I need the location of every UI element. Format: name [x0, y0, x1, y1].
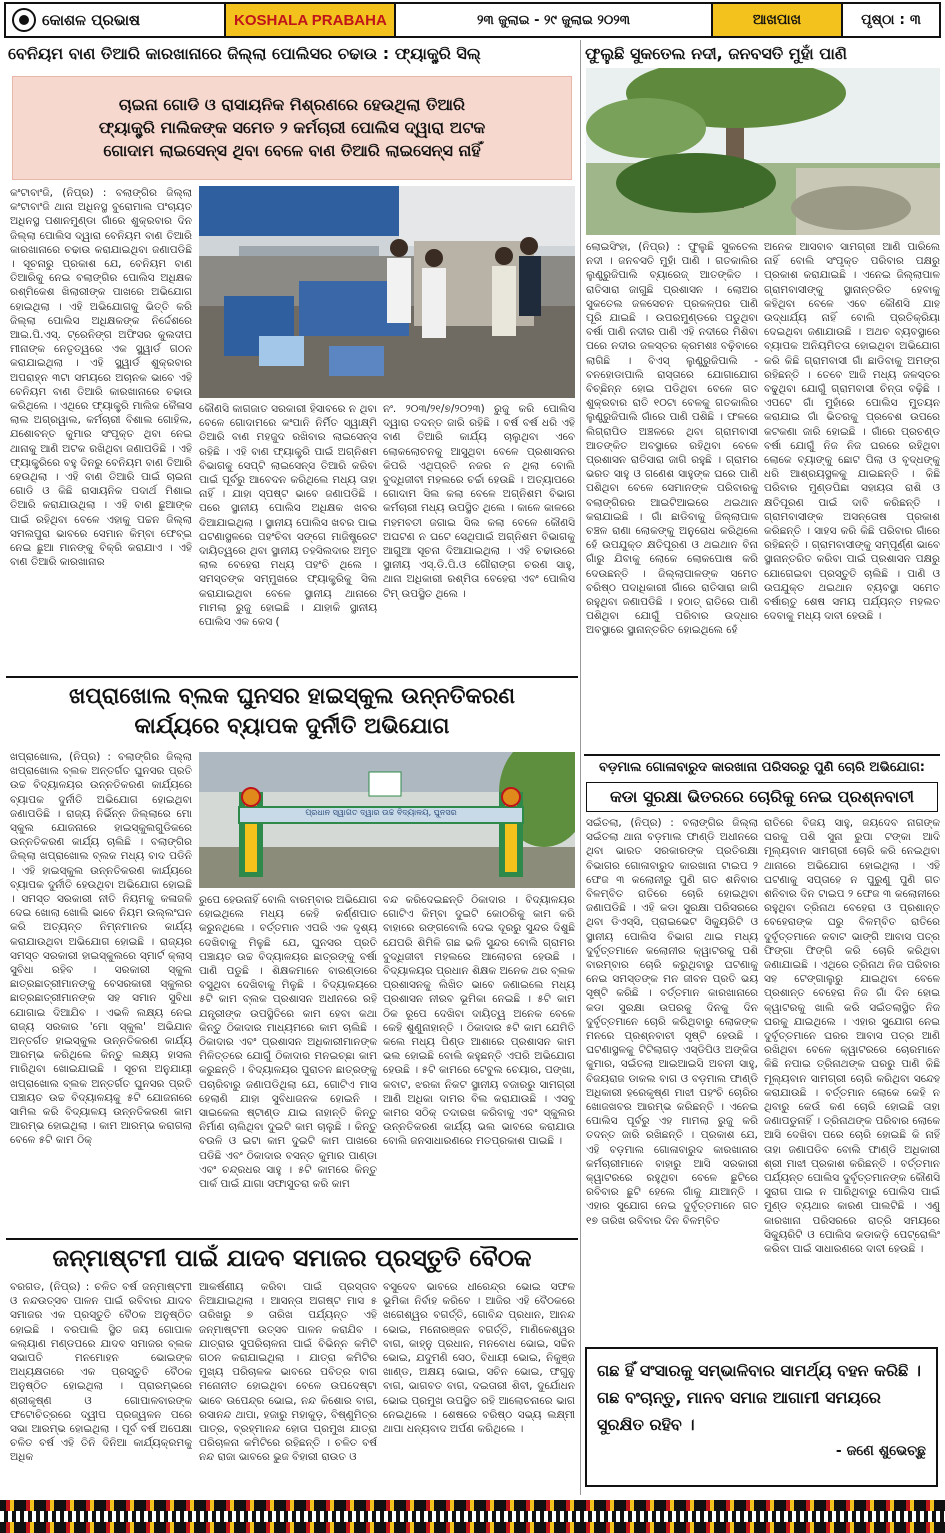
- logo-emblem-icon: [12, 8, 36, 32]
- quote-text: ଗଛ ହିଁ ସଂସାରକୁ ସମ୍ଭାଳିବାର ସାମର୍ଥ୍ୟ ବହନ କରିଛି । ଗଛ ବଂଚାନ୍ତୁ, ମାନବ ସମାଜ ଆଗାମୀ ସମୟରେ ସୁରକ୍ଷିତ ରହିବ ।: [597, 1361, 921, 1434]
- story2-text-2: ଅନେକ ଆସବାବ ସାମଗ୍ରୀ ଆଣି ପାରିଲେ ନାହିଁ ବୋଲି ସଂପୃକ୍ତ ପରିବାର ପକ୍ଷରୁ ପ୍ରକାଶ କରାଯାଇଛି । ଏନେଇ ଜିଲ୍ଲାପାଳ ଗ୍ରାମବାସୀଙ୍କୁ ସ୍ଥାନାନ୍ତରିତ ହେବାକୁ କହିଥିବା ବେଳେ ଏବେ କୌଣସି ଯାହ ଉଦ୍ଧାର୍ଯ୍ୟ ନାହିଁ ବୋଲି ପ୍ରତିକ୍ରିୟା ଦେଇଥିବା ଜଣାଯାଉଛି । ଅଥଚ ବ୍ୟବସ୍ଥାରେ ବ୍ୟାପକ ଅନିୟମିତତା ହୋଇଥିବା ଅଭିଯୋଗ କରି କିଛି ଗ୍ରାମବାସୀ ଗାଁ ଛାଡିବାକୁ ଅମଙ୍ଗ ରହିଛନ୍ତି । ତେବେ ଆଜି ମଧ୍ୟ ଜଳସ୍ତର ବଢୁଥିବା ଯୋଗୁଁ ଗ୍ରାମବାସୀ ଚିନ୍ତା ବଢ଼ିଛି । ଏପଟେ ଗାଁ ମୁହାଁରେ ପୋଲିସ ମୁତୟନ କରାଯାଇ ଗାଁ ଭିତରକୁ ପ୍ରବେଶ ଉପରେ କଟକଣା ଜାରି ହୋଇଛି । ଗାଁରେ ପ୍ରଚଣ୍ଡ ବର୍ଷା ଯୋଗୁଁ ନିଜ ନିଜ ଘରରେ ରହିଥିବା ଲୋକେ ବ୍ୟାଙ୍କୁ ଛୋଟ ପିଲା ଓ ବୃଦ୍ଧଙ୍କୁ ଧରି ଆଶ୍ରୟସ୍ଥଳକୁ ଯାଇଛନ୍ତି । କିଛି ପରିବାର ମୁଣ୍ଡପିଛା ସହାୟତା ରାଶି ଓ କ୍ଷତିପୂରଣ ପାଇଁ ଦାବି କରିଛନ୍ତି । ଗ୍ରାମବାସୀଙ୍କ ଅସନ୍ତୋଷ ପ୍ରକାଶ କରିଛନ୍ତି । ସାହସ କରି କିଛି ପରିବାର ଗାଁରେ ରହିଛନ୍ତି । ଗ୍ରାମବାସୀଙ୍କୁ ସମ୍ପୂର୍ଣ୍ଣ ଭାବେ ସ୍ଥାନାନ୍ତରିତ କରିବା ପାଇଁ ପ୍ରଶାସନ ପକ୍ଷରୁ ଯୋଗେଇବା ପ୍ରସ୍ତୁତି ଚାଲିଛି । ପାଣି ଓ ଉପଯୁକ୍ତ ଥଇଥାନ ବ୍ୟବସ୍ଥା ସମେତ ବର୍ଷାଋତୁ ଶେଷ ସମୟ ପର୍ଯ୍ୟନ୍ତ ମହଲତ ଦେବାକୁ ମଧ୍ୟ ଦାବୀ ହେଉଛି ।: [764, 241, 940, 623]
- story1-column-3: [383, 402, 575, 671]
- story1-column-1: [10, 186, 192, 671]
- story3-column-2: [199, 893, 377, 1235]
- story4-column-1: [10, 1280, 192, 1495]
- divider-rule: [6, 1238, 578, 1240]
- story3-headline-2: କାର୍ଯ୍ୟରେ ବ୍ୟାପକ ଦୁର୍ନୀତି ଅଭିଯୋଗ: [134, 714, 450, 739]
- story3-text-3: ବନ୍ଦ କରିଦେଇଛନ୍ତି ଠିକାଦାର । ବିଦ୍ୟାଳୟର ଗୋଟିଏ କିମ୍ବା ଦୁଇଟି କୋଠରିକୁ କାମ କରି ବାହାରେ ରଙ୍ଗବୋଲି ଦେଇ ଦୂରରୁ ସୁନ୍ଦର ଦିଶୁଛି ଯେପରି ଶିମିଳି ଗଛ ଭଳି ସୁନ୍ଦର ବୋଲି ଗ୍ରାମର ବୁଦ୍ଧିଜୀବୀ ମହଲରେ ଆଲୋଚନା ହେଉଛି । ବିଦ୍ୟାଳୟର ପ୍ରଧାନ ଶିକ୍ଷକ ଅନେକ ଥର ବ୍ଲକ ପ୍ରଶାସନକୁ ଲିଖିତ ଭାବେ ଜଣାଇଲେ ମଧ୍ୟ ପ୍ରଶାସନ ନୀରବ ଭୂମିକା ନେଇଛି । ୫ଟି କାମ ଠିକ ରୂପେ ଦେଖିବା ଦାୟିତ୍ୱ ଅନେକ ବେଳେ କେହି ଶୁଣୁନାହାନ୍ତି । ଠିକାଦାର ୫ଟି କାମ ଯେମିତି କଲେ ମଧ୍ୟ ପିଣ୍ଡ ଆଶାରେ ପ୍ରଶାସନ କାମ ଭଲ ହୋଇଛି ବୋଲି କହୁଛନ୍ତି ଏପରି ଅଭିଯୋଗ ହେଉଛି । ୫ଟି କାମରେ ଟେବୁଲ ଚେୟାର, ପଙ୍ଖା, କବାଟ, ଝରକା ନିକଟ ସ୍ଥାନୀୟ ବଜାରରୁ ସାମଗ୍ରୀ ଆଣି ଅଧିକା ଦାମର ବିଲ କରାଯାଉଛି । ଏସବୁ କାମର ସଠିକ୍ ତଦାରଖ କରିବାକୁ ଏବଂ ସ୍କୁଲର ଉନ୍ନତିକରଣ କାର୍ଯ୍ୟ ଭଲ ଭାବରେ କରାଯାଉ ବୋଲି ଜନସାଧାରଣରେ ମତପ୍ରକାଶ ପାଇଛି ।: [383, 894, 575, 1148]
- story1-text-1: କଂଟାବାଂଜି, (ନିପ୍ର) : ବଲାଙ୍ଗିର ଜିଲ୍ଲା କଂଟାବାଂଜି ଥାନା ଅଧିନସ୍ଥ ବୁରୋମାଲ ପଂଚାୟତ ଅଧିନସ୍ଥ ପଶାନମୁଣ୍ଡା ଗାଁରେ ଶୁକ୍ରବାର ଦିନ ଜିଲ୍ଲା ପୋଲିସ ଦ୍ୱାରା ବେନିୟମ ବାଣ ତିଆରି କାରଖାନାରେ ଚଢାଉ କରାଯାଇଥିବା ଜଣାପଡିଛି । ସୂଚନାରୁ ପ୍ରକାଶ ଯେ, ବେନିୟମ ବାଣ ତିଆରିକୁ ନେଇ ବଲାଙ୍ଗିର ପୋଲିସ ଅଧିକ୍ଷକ ରଶ୍ମିକେଶ ଖିଲାରୀଙ୍କ ପାଖରେ ଅଭିଯୋଗ ହୋଇଥିଲା । ଏହି ଅଭିଯୋଗକୁ ଭିତ୍ତି କରି ଜିଲ୍ଲା ପୋଲିସ ଅଧିକ୍ଷକଙ୍କ ନିର୍ଦ୍ଦେଶରେ ଆଇ.ପି.ଏସ୍. ଟ୍ରେନିଙ୍ଗ ଅଫିସର କୁଲଦୀପ ମୀନାଙ୍କ ନେତୃତ୍ୱରେ ଏକ ସ୍କ୍ୱାର୍ଡ ଗଠନ କରାଯାଇଥିଲା । ଏହି ସ୍କ୍ୱାର୍ଡ ଶୁକ୍ରବାର ଅପରାହ୍ନ ୩ଟା ସମୟରେ ଅଚାନକ ଭାବେ ଏହି ବେନିୟମ ବାଣ ତିଆରି କାରଖାନାରେ ଚଢାଉ କରିଥିଲେ । ଏଥିରେ ଫ୍ୟାକ୍ଟ୍ରି ମାଲିକ କୈଳାସ ଲାଲ ଅଗ୍ରୱାଲ, କର୍ମଚାରୀ ବିଶାଲ ଗୋହିଲ, ଯଶୋବନ୍ତ କୁମାର ସଂପୃକ୍ତ ଥିବା ନେଇ ଥାନାକୁ ଆଣି ଅଟକ ରଖିଥିବା ଜଣାପଡିଛି । ଏହି ଫ୍ୟାକ୍ଟ୍ରିରେ ବହୁ ଦିନରୁ ବେନିୟମ ବାଣ ତିଆରି ହେଉଥିଲା । ଏହି ବାଣ ତିଆରି ପାଇଁ ଚାଇନା ଗୋଡି ଓ କିଛି ରାସାୟନିକ ପଦାର୍ଥ ମିଶାଇ ତିଆରି କରାଯାଉଥିଲା । ଏହି ବାଣ ଛୁଆଙ୍କ ପାଇଁ ରହିଥିବା ବେଳେ ଏହାକୁ ପଚ୍ଚନ ଜିଲ୍ଲା ସମଲପୁରା ଭାବରେ ସେମାନ କିମ୍ବା ଫେବ୍ଇ ନେଇ ଛୁଆ ମାନଙ୍କୁ ବିକ୍ରି କରାଯାଏ । ଏହି ବାଣ ତିଆରି କାରଖାନାର: [10, 187, 192, 569]
- story1-text-2: କୌଣସି କାଗଜାତ ସରକାରୀ ହିସାବରେ ନ ଥିବା ବେଳେ ଗୋଦାମରେ କଂପାନି ନିର୍ମିତ ସ୍ୱାକ୍ଷ୍ମି ତିଆରି ବାଣ ମହଜୁଦ ରଖିବାର ଲାଇସେନ୍ସ ରହିଛି । ଏହି ବାଣ ଫ୍ୟାକ୍ଟ୍ରି ପାଇଁ ଅଗ୍ନିଶମ ବିଭାଗକୁ ସେପ୍ଟି ଲାଇସେନ୍ସ ତିଆରି କରିବା ପାଇଁ ପୂର୍ବରୁ ଆବେଦନ କରିଥିଲେ ମଧ୍ୟ ତାହା ନାହିଁ । ଯାହା ସ୍ପଷ୍ଟ ଭାବେ ଜଣାପଡିଛି । ପରେ ସ୍ଥାନୀୟ ପୋଲିସ ଅଧିକ୍ଷକ ଖବର ଦିଆଯାଇଥିଲା । ସ୍ଥାନୀୟ ପୋଲିସ ଖବର ପାଇ ଘଟଣାସ୍ଥଳରେ ପହଂଚିବା ସଙ୍ଗେ ମାଜିଷ୍ଟ୍ରେଟ ଦାୟିତ୍ୱରେ ଥିବା ସ୍ଥାନୀୟ ତହସିଲଦାର ଅମୃତ ଲାଲ ବେହେରା ମଧ୍ୟ ପହଂଚି ଥିଲେ । ସମସ୍ତଙ୍କ ସମ୍ମୁଖରେ ଫ୍ୟାକ୍ଟ୍ରିକୁ ସିଲ କରାଯାଇଥିବା ବେଳେ ସ୍ଥାନୀୟ ଥାନାରେ ମାମଲା ରୁଜୁ ହୋଇଛି । ଯାହାକି ସ୍ଥାନୀୟ ପୋଲିସ ଏକ କେସ (: [199, 403, 377, 629]
- story2-column-1: [586, 240, 758, 750]
- page-number: ପୃଷ୍ଠା : ୩: [861, 12, 921, 28]
- story2-column-2: [764, 240, 940, 750]
- story4-column-3: [383, 1280, 575, 1495]
- quote-box: [585, 1347, 938, 1487]
- decorative-border-strip: [0, 1500, 945, 1533]
- story3-headline-1: ଖପ୍ରାଖୋଲ ବ୍ଲକ ଘୁନସର ହାଇସ୍କୁଲ ଉନ୍ନତିକରଣ: [68, 684, 516, 709]
- story5-column-1: [586, 816, 758, 1341]
- story2-text-1: ଲୋଇସିଂହା, (ନିପ୍ର) : ଫୁଲୁଛି ସୁକତେଲ ନଦୀ । ଜନବସତି ମୁହାଁ ପାଣି । ଗତକାଲିର ଲୁଣ୍ଡ୍ରୁଜିପାଲି ବ୍ୟାରେଜ୍ ଆତଙ୍କିତ । ରାତିସାରା ଜାଗୁଛି ପ୍ରଶାସନ । ଲୋଅର ସୁକତେଲ ଜଳସେଚନ ପ୍ରକଳ୍ପର ପାଣି ପୂରି ଯାଇଛି । ଉପରମୁଣ୍ଡରେ ପଡୁଥିବା ବର୍ଷା ପାଣି ନଦୀର ପାଣି ଏହି ନଦୀରେ ମିଶିବା ପରେ ନଦୀର ଜଳସ୍ତର କ୍ରମଶଃ ବଢ଼ିବାରେ ଲାଗିଛି । ବିଏସ୍ ଲୁଣ୍ଡ୍ରୁଜିପାଲି - ବନହୋଡାପାଲି ରାସ୍ତାରେ ଯୋଗାଯୋଗ ବିଚ୍ଛିନ୍ନ ହୋଇ ପଡିଥିବା ବେଳେ ଗତ ଶୁକ୍ରବାର ରାତି ୧୦ଟା ବେଳକୁ ଗତକାଲିର ଲୁଣ୍ଡ୍ରୁଜିପାଲି ଗାଁରେ ପାଣି ପଶିଛି । ଫଳରେ ଲିଗ୍ରାପିଡ ଅଞ୍ଚଳରେ ଥିବା ଗ୍ରାମବାସୀ ଆତଙ୍କିତ ଅବସ୍ଥାରେ ରହିଥିବା ବେଳେ ପ୍ରଶାସନ ରାତିସାରା ଜାଗି ରହୁଛି । ଗ୍ରାମର ଭରତ ସାହୁ ଓ ଗଣେଶ ସାହୁଙ୍କ ଘରେ ପାଣି ପଶିଥିବା ବେଳେ ସେମାନଙ୍କ ପରିବାରକୁ ବଲାଙ୍ଗିରର ଆଇଟିଆଇରେ ଥଇଥାନ କରାଯାଇଛି । ଗାଁ ଛାଡିବାକୁ ଜିଲ୍ଲାପାଳ ଚଞ୍ଚଳ ରାଣା ଲୋକଙ୍କୁ ଅନୁରୋଧ କରିଥିଲେ ହେଁ ଉପଯୁକ୍ତ କ୍ଷତିପୂରଣ ଓ ଥଇଥାନ ବିନା ଗାଁରୁ ଯିବାକୁ ଲୋକେ ଲୋକପୋଷ କରି ଦେଉଛନ୍ତି । ଜିଲ୍ଲାପାଳଙ୍କ ସମେତ ବରିଷ୍ଠ ପଦାଧିକାରୀ ଗାଁରେ ରାତିସାରା ଜାଗି ରହୁଥିବା ଜଣାପଡିଛି । ହଠାତ୍ ରାତିରେ ପାଣି ପଶିଥିବା ଯୋଗୁଁ ପରିବାର ଉଦ୍ଧାର ଅବସ୍ଥାରେ ସ୍ଥାନାନ୍ତରିତ ହୋଇଥିଲେ ହେଁ: [586, 241, 758, 637]
- story1-subheadline-3: ଗୋଦାମ ଲାଇସେନ୍ସ ଥିବା ବେଳେ ବାଣ ତିଆରି ଲାଇସେନ୍ସ ନାହିଁ: [103, 141, 481, 160]
- logo-text: କୋଶଳ ପ୍ରଭାଷ: [42, 11, 141, 29]
- story5-text-1: ସଇଁତଲା, (ନିପ୍ର) : ବଲାଙ୍ଗିର ଜିଲ୍ଲା ସଇଁତଲା ଥାନା ବଡ଼ମାଲ ଫାଣ୍ଡି ଅଧୀନରେ ଥିବା ଭାରତ ସରକାରଙ୍କ ପ୍ରତିରକ୍ଷା ବିଭାଗର ଗୋଳାବାରୁଦ କାରଖାନା ଟାଇପ ୨ ଫେଜ ୩ କଲୋନୀରୁ ପୁଣି ଗତ ଶନିବାର ବିଳମ୍ବିତ ରାତିରେ ଚୋରି ହୋଇଥିବା ଜଣାପଡିଛି । ଏହି କଡା ସୁରକ୍ଷା ପରିସରରେ ଥିବା ଡିଏସ୍‌ସି, ପ୍ରାଇଭେଟ ସିକ୍ୟୁରିଟି ଓ ସ୍ଥାନୀୟ ପୋଲିସ ବିଭାଗ ଥାଇ ମଧ୍ୟ ଦୁର୍ବୃତ୍ତମାନେ କଲୋନୀର କ୍ୱାଟରକୁ ପଶି ବାରମ୍ବାର ଚୋରି କରୁଥିବାରୁ ଘଟଣାକୁ ନେଇ ସମସ୍ତଙ୍କ ମନ ଜୀବନ ପ୍ରତି ଭୟ ସୃଷ୍ଟି କରିଛି । ବର୍ତ୍ତମାନ କାରଖାନାରେ କଡା ସୁରକ୍ଷା ଉପରକୁ ଦିନକୁ ଦିନ ଦୁର୍ବୃତ୍ତମାନେ ଚୋରି କରିଥିବାରୁ ଲୋକଙ୍କ ମନରେ ପ୍ରଶ୍ନବାଚୀ ସୃଷ୍ଟି ହେଉଛି । ଘଟଣାସ୍ଥଳକୁ ଟିଟିଲାଗଡ଼ ଏସ୍‌ଡିପିଓ ଅଙ୍କିତା କୁମାର, ସଇଁତଲା ଆଇଆଇସି ଅବନୀ ସାହୁ, ବିଜୟରାଜ ଡାକଲ ବାଗ ଓ ବଡ଼ମାଲ ଫାଣ୍ଡି ଅଧିକାରୀ ହରେକୃଷ୍ଣ ମାଝୀ ପହଂଚି ଚୋରିର ଖୋଜଖବର ଆରମ୍ଭ କରିଛନ୍ତି । ଏନେଇ ପୋଲିସ ପୂର୍ବରୁ ଏହ ମାମଲା ରୁଜୁ କରି ତଦନ୍ତ ଜାରି ରଖିଛନ୍ତି । ପ୍ରକାଶ ଯେ, ଏହି ବଡ଼ମାଲ ଗୋଳାବାରୁଦ କାରଖାନାର କର୍ମଚାରୀମାନେ ବାହାରୁ ଆସି ସରକାରୀ କ୍ୱାଟରରେ ରହୁଥିବା ବେଳେ ଛୁଟିରେ ରବିବାର ଛୁଟି ହେଲେ ଗାଁକୁ ଯାଆନ୍ତି । ଏହାର ସୁଯୋଗ ନେଇ ଦୁର୍ବୃତ୍ତମାନେ ଗତ ୧୭ ତାରିଖ ରବିବାର ଦିନ ବିଳମ୍ବିତ: [586, 817, 758, 1227]
- school-gate-sign: ପ୍ରଧାନ ସ୍ୱାଗତ ଦ୍ୱାର ଉଚ୍ଚ ବିଦ୍ୟାଳୟ, ଘୁନସର: [305, 808, 457, 817]
- story3-text-1: ଖପ୍ରାଖୋଲ, (ନିପ୍ର) : ବଲାଙ୍ଗିର ଜିଲ୍ଲା ଖପ୍ରାଖୋଲ ବ୍ଲକ ଅନ୍ତର୍ଗତ ଘୁନସର ପ୍ରତି ଉଚ୍ଚ ବିଦ୍ୟାଳୟର ଉନ୍ନତିକରଣ କାର୍ଯ୍ୟରେ ବ୍ୟାପକ ଦୁର୍ନୀତି ଅଭିଯୋଗ ହୋଇଥିବା ଜଣାପଡିଛି । ରାଜ୍ୟ ନିର୍ଭିନ୍ନ ଜିଲ୍ଲାରେ ମୋ ସ୍କୁଲ ଯୋଜନାରେ ହାଇସ୍କୁଲଗୁଡିକରେ ଉନ୍ନତିକରଣ କାର୍ଯ୍ୟ ଚାଲିଛି । ବଲାଙ୍ଗିର ଜିଲ୍ଲା ଖପ୍ରାଖୋଲ ବ୍ଲକ ମଧ୍ୟ ବାଦ ପଡିନି । ଏହି ହାଇସ୍କୁଲ ଉନ୍ନତିକରଣ କାର୍ଯ୍ୟରେ ବ୍ୟାପକ ଦୁର୍ନୀତି ହେଉଥିବା ଅଭିଯୋଗ ହୋଇଛି । ସମସ୍ତ ସରକାରୀ ନୀତି ନିୟମକୁ କଳାଜଳି ଦେଇ ଖୋଲା ଖୋଲି ଭାବେ ନିୟମ ଉଲ୍ଲଂଘନ କରି ଅତ୍ୟନ୍ତ ନିମ୍ନମାନର କାର୍ଯ୍ୟ କରାଯାଉଥିବା ଅଭିଯୋଗ ହୋଇଛି । ରାଜ୍ୟର ସମସ୍ତ ସରକାରୀ ହାଇସ୍କୁଲରେ ସ୍ମାର୍ଟ କ୍ଲାସ୍ ସୁବିଧା ରହିବ । ସରକାରୀ ସ୍କୁଲ ଛାତ୍ରଛାତ୍ରୀମାନଙ୍କୁ ବେସରକାରୀ ସ୍କୁଲର ଛାତ୍ରଛାତ୍ରୀମାନଙ୍କ ସହ ସମାନ ସୁବିଧା ଯୋଗାଇ ଦିଆଯିବ । ଏଭଳି ଲକ୍ଷ୍ୟ ନେଇ ରାଜ୍ୟ ସରକାର 'ମୋ ସ୍କୁଲ' ଅଭିଯାନ ଅନ୍ତର୍ଗତ ହାଇସ୍କୁଲ ଉନ୍ନତିକରଣ କାର୍ଯ୍ୟ ଆରମ୍ଭ କରିଥିଲେ କିନ୍ତୁ ଲକ୍ଷ୍ୟ ହାସଲ ମାରିଥିବା ଖୋଇଯାଇଛି । ସୂଚନା ଅନୁଯାୟୀ ଖପ୍ରାଖୋଲ ବ୍ଲକ ଅନ୍ତର୍ଗତ ଘୁନସର ପ୍ରତି ପଞ୍ଚାୟତ ଉଚ୍ଚ ବିଦ୍ୟାଳୟକୁ ୫ଟି ଯୋଜନାରେ ସାମିଲ କରି ବିଦ୍ୟାଳୟ ଉନ୍ନତିକରଣ କାମ ଆରମ୍ଭ ହୋଇଥିଲା । କାମ ଆରମ୍ଭ କରାଗଲା ବେଳେ ୫ଟି କାମ ଠିକ୍: [10, 751, 192, 1147]
- divider-rule: [6, 676, 578, 678]
- story3-column-3: [383, 893, 575, 1235]
- story4-column-2: [199, 1280, 377, 1495]
- story1-subheadline-box: [12, 76, 572, 180]
- story1-subheadline-2: ଫ୍ୟାକ୍ଟ୍ରି ମାଲିକଙ୍କ ସମେତ ୨ କର୍ମଚାରୀ ପୋଲିସ ଦ୍ୱାରା ଅଟକ: [98, 118, 486, 137]
- masthead: [4, 2, 941, 38]
- story1-text-3: ନଂ. ୨୦୩/୨୧/୭/୨୦୨୩) ରୁଜୁ କରି ପୋଲିସ ଦ୍ୱାରା ତଦନ୍ତ ଜାରି ରହିଛି । ବର୍ଷ ବର୍ଷ ଧରି ଏହି ବାଣ ତିଆରି କାର୍ଯ୍ୟ ଚାଲୁଥିବା ଏବେ ଲୋକଲୋଚନକୁ ଆସୁଥିବା ବେଳେ ପ୍ରଶାସନର କିପରି ଏଥିପ୍ରତି ନଜର ନ ଥିଲା ବୋଲି ବୁଦ୍ଧିଜୀବୀ ମହଲରେ ଚର୍ଚ୍ଚା ହେଉଛି । ଅତ୍ୟାପରେ ଗୋଦାମ ସିଲ କଲା ବେଳେ ଅଗ୍ନିଶମ ବିଭାଗ କର୍ମଚାରୀ ମଧ୍ୟ ଉପସ୍ଥିତ ଥିଲେ । କାଳେ କାଳରେ ମହମବତୀ ଜଗାଇ ସିଲ କଲା ବେଳେ କୌଣସି ଅଘଟଣ ନ ଘଟେ ସେଥିପାଇଁ ଅଗ୍ନିଶମ ବିଭାଗକୁ ଆଗୁଆ ସୂଚନା ଦିଆଯାଇଥିଲା । ଏହି ଚଢାଉରେ ସ୍ଥାନୀୟ ଏସ୍.ଡି.ପି.ଓ ଗୌରାଙ୍ଗ ଚରଣ ସାହୁ, ଥାନା ଅଧିକାରୀ ରଶ୍ମିତା ବେହେରା ଏବଂ ପୋଲିସ ଟିମ୍ ଉପସ୍ଥିତ ଥିଲେ ।: [383, 403, 575, 600]
- story2-headline: ଫୁଲୁଛି ସୁକତେଲ ନଦୀ, ଜନବସତି ମୁହାଁ ପାଣି: [585, 44, 847, 63]
- story3-photo-school-gate: [199, 752, 575, 888]
- story4-text-2: ଆକର୍ଷଣୀୟ କରିବା ପାଇଁ ପ୍ରସ୍ତାବ ନିଆଯାଇଥିଲା । ଆସନ୍ତା ଅଗଷ୍ଟ ମାସ ୫ ତାରିଖରୁ ୭ ତାରିଖ ପର୍ଯ୍ୟନ୍ତ ଏହି ଜନ୍ମାଷ୍ଟମୀ ଉତ୍ସବ ପାଳନ କରାଯିବ । ଯାତ୍ରାର ସୁପରିଚାଳନା ପାଇଁ ବିଭିନ୍ନ କମିଟି ଗଠନ କରାଯାଇଥିଲା । ଯାତ୍ରା କମିଟିର ମୁଖ୍ୟ ପରିଚାଳକ ଭାବରେ ପବିତ୍ର ବାଗ ମନୋନୀତ ହୋଇଥିବା ବେଳେ ଉପଦେଷ୍ଟା ଭାବେ ଉପେନ୍ଦ୍ର ଭୋଇ, ନନ୍ଦ କିଶୋର ବାଗ, ରସାନନ୍ଦ ଥାପା, ହଜାରୁ ମହାକୁଡ଼, ବିଷ୍ଣୁମିତ୍ର ପାତ୍ର, ବ୍ରହ୍ମାନନ୍ଦ ହୋତା ପ୍ରମୁଖ ଯାତ୍ରା ପରିଚାଳନା କମିଟିରେ ରହିଛନ୍ତି । ଚଳିତ ବର୍ଷ ନନ୍ଦ ରାଜା ଭାବରେ ଭୁଜ ବିହାରୀ ରାଉତ ଓ: [199, 1281, 377, 1464]
- quote-author: - ଜଣେ ଶୁଭେଚ୍ଛୁ: [835, 1443, 926, 1459]
- story1-photo-factory-raid: [199, 186, 575, 398]
- issue-date: ୨୩ ଜୁଲାଇ - ୨୯ ଜୁଲାଇ ୨୦୨୩: [396, 4, 713, 36]
- story4-text-3: ବସୁଦେବ ଭାବରେ ଧୀରେନ୍ଦ୍ର ଭୋଇ ସଫଳ ଭୂମିକା ନିର୍ବାହ କରିବେ । ଆଜିର ଏହି ବୈଠକରେ ଖଗେଶ୍ୱର ବଗର୍ତ୍ତି, ଗୋବିନ୍ଦ ପ୍ରଧାନ, ଆନନ୍ଦ ଭୋଇ, ମନୋରଞ୍ଜନ ବଗର୍ତ୍ତି, ମାଣିକେଶ୍ୱର ବାଗ, କାହ୍ନୁ ପ୍ରଧାନ, ମନବୋଧ ଭୋଇ, ସଚ୍ଚିନ ଭୋଇ, ଯଦୁମଣି ସେଠ, ବିଧାୟୀ ଭୋଇ, ନିକୁଞ୍ଜ ଖାଣ୍ଡ, ଅକ୍ଷୟ ଭୋଇ, ସଚିନ ଭୋଇ, ଫଗୁନୁ ବାଗ, ଭାଗବତ ବାଗ, ଦଇତାରୀ ଶିବୀ, ଦୁର୍ଯୋଧନ ଭୋଇ ପ୍ରମୁଖ ଉପସ୍ଥିତ ରହି ଆଲୋଚନାରେ ଭାଗ ନେଇଥିଲେ । ଶେଷରେ ବରିଷ୍ଠ ସଭ୍ୟ ଲକ୍ଷ୍ମୀ ଥାପା ଧନ୍ୟବାଦ ଅର୍ପଣ କରିଥିଲେ ।: [383, 1281, 575, 1436]
- story1-column-2: [199, 402, 377, 671]
- story5-text-2: ରାତିରେ ବିଜୟ ସାହୁ, ଜୟଦେବ ନାଗଙ୍କ ଘରକୁ ପଶି ସୁନା ରୁପା ଟଙ୍କା ଆଦି ମୂଲ୍ୟବାନ ସାମଗ୍ରୀ ଚୋରି କରି ନେଇଥିବା ଥାନାରେ ଅଭିଯୋଗ ହୋଇଥିଲା । ଏହି ଘଟଣାକୁ ସପ୍ତାହେ ନ ପୁରୁଣୁ ପୁଣି ଗତ ଶନିବାର ଦିନ ଟାଇପ ୨ ଫେଜ ୩ କଲୋନୀରେ ରହୁଥିବା ତ୍ରିନାଥ ବେହେରା ଓ ପ୍ରଶାନ୍ତ ବେହେରାଙ୍କ ଘରୁ ବିଳମ୍ବିତ ରାତିରେ ଦୁର୍ବୃତ୍ତମାନେ କବାଟ ଭାଙ୍ଗି ଆବାସ ପତ୍ର ଫିଙ୍ଗା ଫିଙ୍ଗି କରି ଚୋରି କରିଥିବା ଜଣାଯାଇଛି । ଏଥିରେ ତ୍ରିନାଥ ନିଜ ପରିବାର ସହ ଟେଙ୍ଗାଲୁରୁ ଯାଇଥିବା ବେଳେ ପ୍ରଶାନ୍ତ ବେହେରା ନିଜ ଗାଁ ଦିନ ହୋଇ କ୍ୱାଟରକୁ ଖାଲି କରି ସଇଁତଲାସ୍ଥିତ ନିଜ ଘରକୁ ଯାଇଥିଲେ । ଏହାର ସୁଯୋଗ ନେଇ ଦୁର୍ବୃତ୍ତମାନେ ଘରର ଆବାସ ପତ୍ର ଆଣି ରଖିଥିବା ବେଳେ କ୍ୱାଟରରେ ଚୋରମାନେ କିଛି ନପାଇ ତ୍ରିନାଥଙ୍କ ଘରରୁ ପାଣି କିଛି ମୂଲ୍ୟବାନ ସାମଗ୍ରୀ ଚୋରି କରିଥିବା ସନ୍ଦେହ କରାଯାଉଛି । ବର୍ତ୍ତମାନ ଲୋକେ କେହି ନ ଥିବାରୁ କେଉଁ କଣ ଚୋରି ହୋଇଛି ତାହା ଜଣାପଡୁନାହିଁ । ତ୍ରିନାଥଙ୍କ ପରିବାର ଲୋକେ ଆସି ଦେଖିବା ପରେ ଚୋରି ହୋଇଛି କି ନାହିଁ ତାହା ଜଣାପଡିବ ବୋଲି ଫାଣ୍ଡି ଅଧିକାରୀ ଶ୍ରୀ ମାଝୀ ପ୍ରକାଶ କରିଛନ୍ତି । ବର୍ତ୍ତମାନ ପର୍ଯ୍ୟନ୍ତ ପୋଲିସ ଦୁର୍ବୃତ୍ତମାନଙ୍କ କୌଣସି ସୁରାଗ ପାଇ ନ ପାରିଥିବାରୁ ପୋଲିସ ପାଇଁ ମୁଣ୍ଡ ବ୍ୟଥାର କାରଣ ପାଲଟିଛି । ଏଣୁ କାରଖାନା ପରିସରରେ ରାତ୍ରି ସମୟରେ ସିକ୍ୟୁରିଟି ଓ ପୋଲିସ କଡାକଡ଼ି ପେଟ୍ରୋଲିଂ କରିବା ପାଇଁ ସାଧାରଣରେ ଦାବୀ ହେଉଛି ।: [764, 817, 940, 1256]
- story3-column-1: [10, 750, 192, 1235]
- column-divider: [580, 40, 581, 1495]
- story5-headline-2: କଡା ସୁରକ୍ଷା ଭିତରରେ ଚୋରିକୁ ନେଇ ପ୍ରଶ୍ନବାଚୀ: [586, 782, 938, 812]
- story5-headline-1: ବଡ଼ମାଲ ଗୋଳାବାରୁଦ କାରଖାନା ପରିସରରୁ ପୁଣି ଚୋରି ଅଭିଯୋଗ:: [598, 760, 926, 775]
- divider-rule: [584, 754, 940, 756]
- story5-column-2: [764, 816, 940, 1341]
- story4-headline: ଜନ୍ମାଷ୍ଟମୀ ପାଇଁ ଯାଦବ ସମାଜର ପ୍ରସ୍ତୁତି ବୈଠକ: [52, 1244, 532, 1272]
- story3-text-2: ରୁପେ ହେଉନାହିଁ ବୋଲି ବାରମ୍ବାର ଅଭିଯୋଗ ହୋଇଥିଲେ ମଧ୍ୟ କେହି କର୍ଣ୍ଣପାତ କରୁନଥିଲେ । ବର୍ତ୍ତମାନ ଏପରି ଏକ ଦୃଶ୍ୟ ଦେଖିବାକୁ ମିଳୁଛି ଯେ, ଘୁନସର ପ୍ରତି ପଞ୍ଚାୟତ ଉଚ୍ଚ ବିଦ୍ୟାଳୟର ଛାତ୍ରଙ୍କୁ ବର୍ଷା ପାଣି ପଡୁଛି । ଶିକ୍ଷକମାନେ ବାରଣ୍ଡାରେ ବସୁଥିବା ଦେଖିବାକୁ ମିଳୁଛି । ବିଦ୍ୟାଳୟରେ ୫ଟି କାମ ବ୍ଲକ ପ୍ରଶାସନ ଅଧୀନରେ ରହି ଯନ୍ତ୍ରୀଙ୍କ ଉପସ୍ଥିତିରେ କାମ ହେବା କଥା କିନ୍ତୁ ଠିକାଦାର ମାଧ୍ୟମରେ କାମ ଚାଲିଛି । ଠିକାଦାର ଏବଂ ପ୍ରଶାସନ ଅଧିକାରୀମାନଙ୍କ ମିଳିତ୍ତରେ ଯୋଗୁଁ ଠିକାଦାର ମନଇଚ୍ଛା କାମ କରୁଛନ୍ତି । ବିଦ୍ୟାଳୟର ପୁରାତନ ଛାତ୍ରଙ୍କୁ ପଚାରିବାରୁ ଜଣାପଡିଥିଲା ଯେ, ଗୋଟିଏ ମାସ ହେଲାଣି ଯାହା ସୁବିଧାଜନକ ହୋଇନି । ସାଇକେଲ ଷ୍ଟାଣ୍ଡ ଯାଇ ନାହାନ୍ତି କିନ୍ତୁ ନିର୍ମାଣ ଚାଲିଥିବା ଦୁଇଟି କାମ ଚାଲୁଛି । କିନ୍ତୁ ବଉଳି ଓ ଇଟା କାମ ଦୁଇଟି କାମ ପାଖରେ ପଡିଛି ଏବଂ ଠିକାଦାର ବସନ୍ତ କୁମାର ପାଣ୍ଡା ଏବଂ ଚନ୍ଦ୍ରଧର ସାହୁ । ୫ଟି କାମରେ କିନ୍ତୁ ପାର୍କ ପାଇଁ ଯାଗା ସଫାସୁତରା କରି କାମ: [199, 894, 377, 1191]
- section-name: ଆଖପାଖ: [713, 4, 843, 36]
- brand-name: KOSHALA PRABAHA: [226, 4, 396, 36]
- story1-headline: ବେନିୟମ ବାଣ ତିଆରି କାରଖାନାରେ ଜିଲ୍ଲା ପୋଲିସର ଚଢାଉ : ଫ୍ୟାକ୍ଟ୍ରି ସିଲ୍: [8, 44, 481, 63]
- story2-photo-flood: [586, 68, 940, 235]
- story1-subheadline-1: ଚାଇନା ଗୋଡି ଓ ରାସାୟନିକ ମିଶ୍ରଣରେ ହେଉଥିଲା ତିଆରି: [118, 95, 466, 114]
- newspaper-logo: [6, 4, 226, 36]
- story4-text-1: ବରଗଡ, (ନିପ୍ର) : ଚଳିତ ବର୍ଷ ଜନ୍ମାଷ୍ଟମୀ ଓ ନନ୍ଦଉତ୍ସବ ପାଳନ ପାଇଁ ରବିବାର ଯାଦବ ସମାଜର ଏକ ପ୍ରସ୍ତୁତି ବୈଠକ ଅନୁଷ୍ଠିତ ହୋଇଛି । ବରପାଲି ସ୍ଥିତ ଜୟ ଗୋପାଳ କଲ୍ୟାଣ ମଣ୍ଡପରେ ଯାଦବ ସମାଜର ବ୍ଲକ ସଭାପତି ମନମୋହନ ଭୋଇଙ୍କ ଅଧ୍ୟକ୍ଷତାରେ ଏକ ପ୍ରସ୍ତୁତି ବୈଠକ ଅନୁଷ୍ଠିତ ହୋଇଥିଲା । ପ୍ରାରମ୍ଭରେ ଶ୍ରୀକୃଷ୍ଣ ଓ ଗୋପାଳବାରଙ୍କ ଫଟୋଚିତ୍ରରେ ଦ୍ୱୀପ ପ୍ରଜ୍ୱଳନ ପରେ ସଭା ଆରମ୍ଭ ହୋଇଥିଲା । ପୂର୍ବ ବର୍ଷ ଅପେକ୍ଷା ଚଳିତ ବର୍ଷ ଏହି ତିନି ଦିନିଆ କାର୍ଯ୍ୟକ୍ରମକୁ ଅଧିକ: [10, 1281, 192, 1464]
